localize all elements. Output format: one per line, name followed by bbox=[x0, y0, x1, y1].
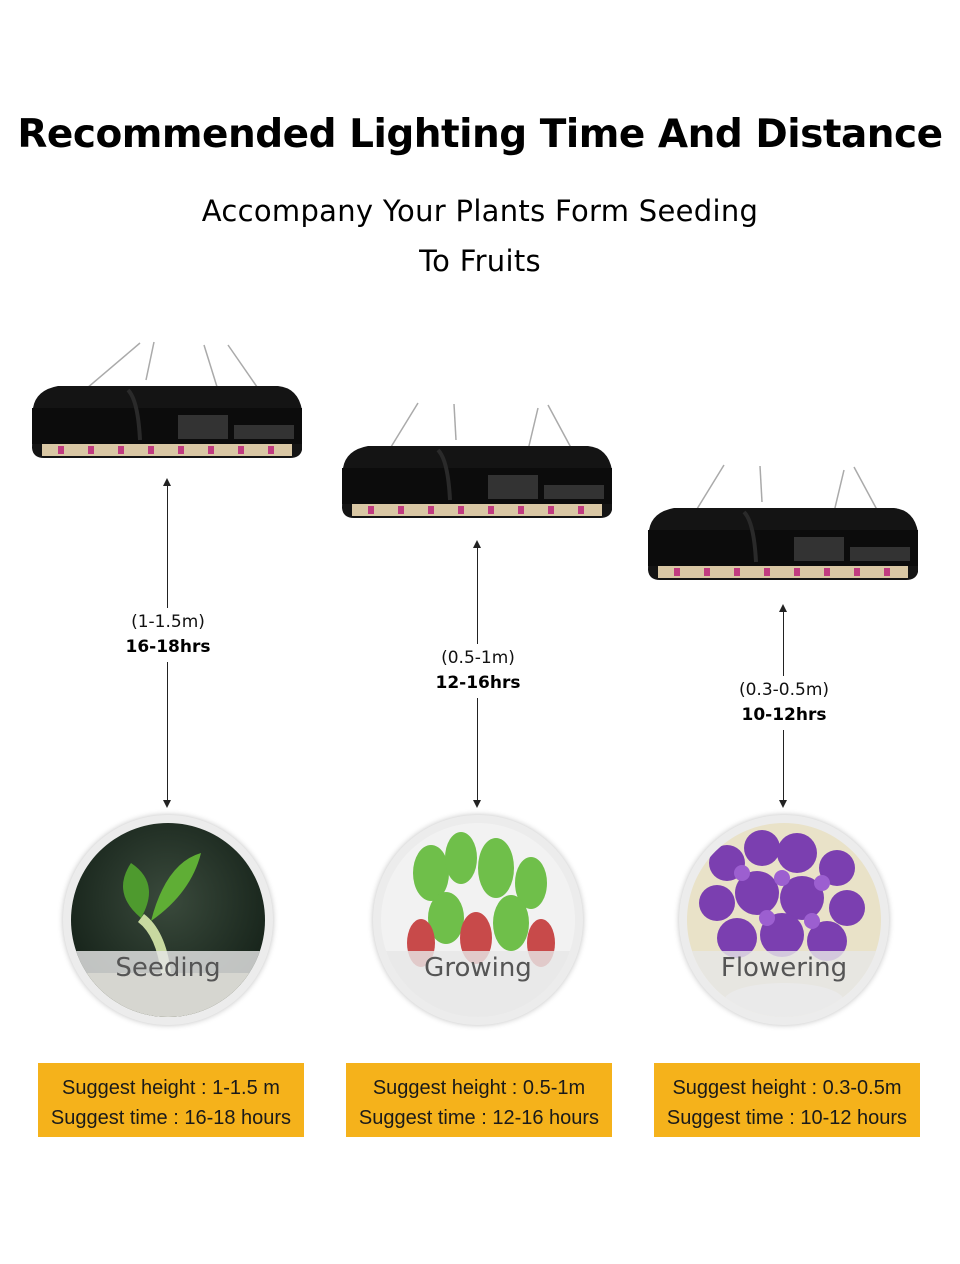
distance-label: (0.5-1m) bbox=[441, 648, 515, 668]
seedling-photo bbox=[71, 823, 265, 1017]
distance-indicator bbox=[88, 478, 248, 810]
hours-label: 12-16hrs bbox=[435, 673, 521, 693]
suggest-time: Suggest time : 16-18 hours bbox=[50, 1107, 292, 1129]
stage-name: Flowering bbox=[720, 953, 848, 983]
distance-indicator bbox=[398, 540, 558, 810]
hours-label: 16-18hrs bbox=[125, 637, 211, 657]
stage-image-frame bbox=[63, 815, 273, 1025]
stage-column-growing bbox=[338, 0, 618, 1264]
suggestion-box bbox=[38, 1063, 304, 1137]
subtitle-line-1: Accompany Your Plants Form Seeding bbox=[201, 194, 759, 228]
page-title: Recommended Lighting Time And Distance bbox=[17, 112, 943, 157]
subtitle-line-2: To Fruits bbox=[419, 244, 541, 278]
suggest-height: Suggest height : 0.5-1m bbox=[372, 1077, 586, 1099]
stage-column-flowering bbox=[644, 0, 924, 1264]
arrow-down-icon bbox=[473, 800, 481, 808]
grow-light-lamp bbox=[644, 462, 924, 602]
grow-light-lamp bbox=[338, 400, 618, 540]
purple-flowers-photo bbox=[687, 823, 881, 1017]
succulent-photo bbox=[381, 823, 575, 1017]
stage-name: Growing bbox=[424, 953, 532, 983]
suggestion-box bbox=[346, 1063, 612, 1137]
stage-image-frame bbox=[373, 815, 583, 1025]
suggest-height: Suggest height : 1-1.5 m bbox=[62, 1077, 280, 1099]
suggest-height: Suggest height : 0.3-0.5m bbox=[672, 1077, 902, 1099]
arrow-down-icon bbox=[163, 800, 171, 808]
distance-label: (1-1.5m) bbox=[131, 612, 205, 632]
suggestion-box bbox=[654, 1063, 920, 1137]
stage-name: Seeding bbox=[115, 953, 221, 983]
distance-indicator bbox=[704, 604, 864, 810]
stage-image-frame bbox=[679, 815, 889, 1025]
suggest-time: Suggest time : 10-12 hours bbox=[666, 1107, 908, 1129]
hours-label: 10-12hrs bbox=[741, 705, 827, 725]
grow-light-lamp bbox=[28, 340, 308, 480]
arrow-down-icon bbox=[779, 800, 787, 808]
suggest-time: Suggest time : 12-16 hours bbox=[358, 1107, 600, 1129]
stage-column-seeding bbox=[28, 0, 308, 1264]
distance-label: (0.3-0.5m) bbox=[738, 680, 830, 700]
